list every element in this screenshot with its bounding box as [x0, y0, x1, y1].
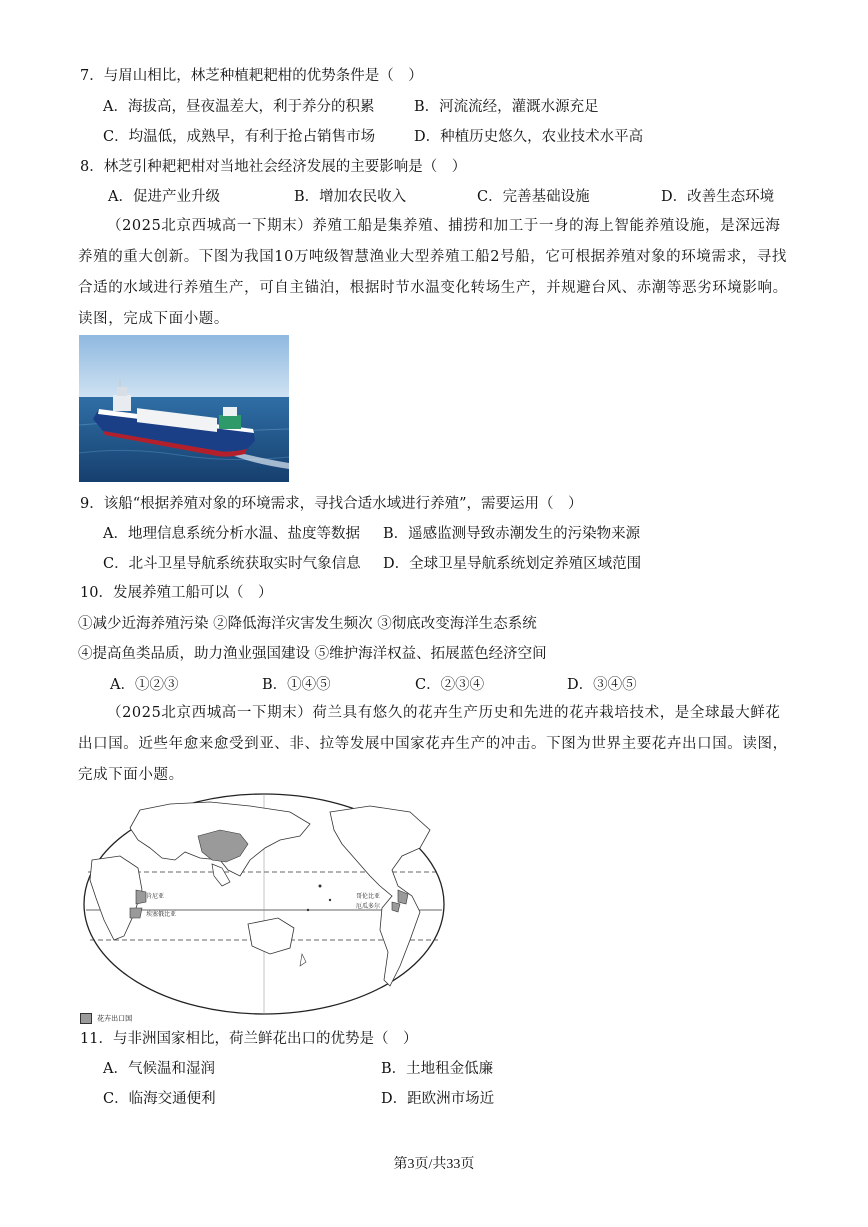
- q10-statements-1: ①减少近海养殖污染 ②降低海洋灾害发生频次 ③彻底改变海洋生态系统: [78, 616, 537, 632]
- q10-option-c: C．②③④: [415, 677, 485, 693]
- material-flower-paragraph: （2025北京西城高一下期末）荷兰具有悠久的花卉生产历史和先进的花卉栽培技术，是全球最大鲜花出口国。近些年愈来愈受到亚、非、拉等发展中国家花卉生产的冲击。下图为世界主要花卉出口国。读图，完成下面小题。: [78, 705, 788, 783]
- label-ethiopia: 埃塞俄比亚: [146, 911, 177, 918]
- q10-stem: 10．发展养殖工船可以（ ）: [80, 585, 273, 601]
- q8-option-b: B．增加农民收入: [294, 189, 407, 205]
- q10-option-b: B．①④⑤: [262, 677, 331, 693]
- q10-option-d: D．③④⑤: [567, 677, 637, 693]
- legend-label: 花卉出口国: [97, 1014, 133, 1023]
- q8-option-c: C．完善基础设施: [477, 189, 590, 205]
- q10-option-a: A．①②③: [110, 677, 179, 693]
- map-legend: [80, 1008, 133, 1023]
- q11-option-d: D．距欧洲市场近: [381, 1091, 495, 1107]
- q11-option-c: C．临海交通便利: [103, 1091, 216, 1107]
- legend-swatch: [80, 1013, 92, 1024]
- label-kenya: 肯尼亚: [146, 893, 165, 900]
- q9-option-a: A．地理信息系统分析水温、盐度等数据: [103, 526, 360, 542]
- q7-option-d: D．种植历史悠久，农业技术水平高: [414, 129, 644, 145]
- q9-option-d: D．全球卫星导航系统划定养殖区域范围: [383, 556, 642, 572]
- q8-option-a: A．促进产业升级: [108, 189, 220, 205]
- q11-option-b: B．土地租金低廉: [381, 1061, 494, 1077]
- q7-stem: 7．与眉山相比，林芝种植耙耙柑的优势条件是（ ）: [80, 68, 423, 84]
- q9-option-c: C．北斗卫星导航系统获取实时气象信息: [103, 556, 361, 572]
- q8-option-d: D．改善生态环境: [661, 189, 775, 205]
- q7-option-a: A．海拔高，昼夜温差大，利于养分的积累: [103, 99, 375, 115]
- world-flower-export-map: [80, 790, 448, 1020]
- q7-option-c: C．均温低，成熟早，有利于抢占销售市场: [103, 129, 376, 145]
- q9-option-b: B．遥感监测导致赤潮发生的污染物来源: [383, 526, 641, 542]
- q9-stem: 9．该船“根据养殖对象的环境需求，寻找合适水域进行养殖”，需要运用（ ）: [80, 496, 583, 512]
- material-ship-paragraph: （2025北京西城高一下期末）养殖工船是集养殖、捕捞和加工于一身的海上智能养殖设施，是深远海养殖的重大创新。下图为我国10万吨级智慧渔业大型养殖工船2号船，它可根据养殖对象的环境需求，寻找合适的水域进行养殖生产，可自主锚泊，根据时节水温变化转场生产，并规避台风、赤潮等恶劣环境影响。读图，完成下面小题。: [78, 218, 788, 327]
- label-colombia: 哥伦比亚: [356, 893, 381, 900]
- q11-stem: 11．与非洲国家相比，荷兰鲜花出口的优势是（ ）: [80, 1031, 418, 1047]
- q10-statements-2: ④提高鱼类品质，助力渔业强国建设 ⑤维护海洋权益、拓展蓝色经济空间: [78, 646, 547, 662]
- label-ecuador: 厄瓜多尔: [356, 903, 381, 910]
- q11-option-a: A．气候温和湿润: [103, 1061, 215, 1077]
- q8-stem: 8．林芝引种耙耙柑对当地社会经济发展的主要影响是（ ）: [80, 159, 467, 175]
- page-footer: 第3页/共33页: [393, 1157, 475, 1172]
- q7-option-b: B．河流流经，灌溉水源充足: [414, 99, 599, 115]
- ship-photo: [79, 335, 289, 482]
